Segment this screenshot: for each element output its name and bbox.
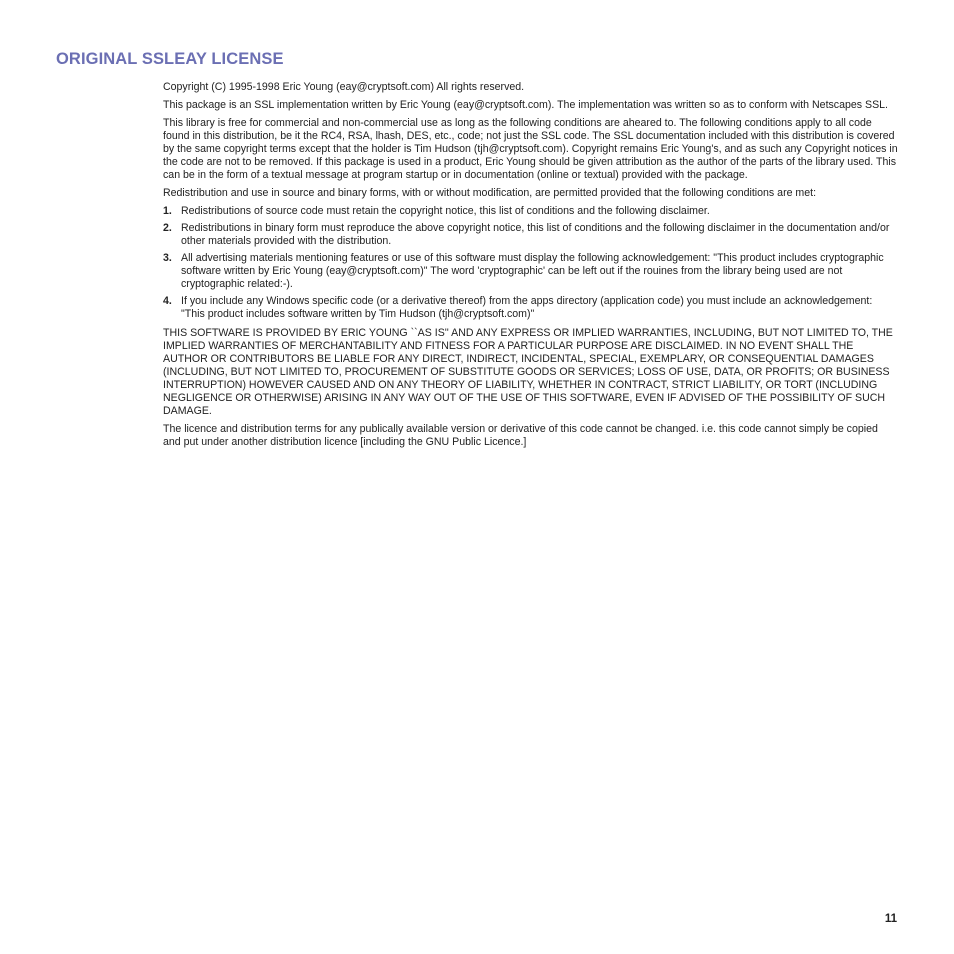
section-heading: ORIGINAL SSLEAY LICENSE <box>56 50 284 68</box>
redistribution-intro: Redistribution and use in source and binary forms, with or without modification, are permitted provided that the following conditions are met: <box>163 187 817 199</box>
condition-item <box>163 252 898 291</box>
copyright-notice: Copyright (C) 1995-1998 Eric Young (eay@cryptsoft.com) All rights reserved. <box>163 81 525 93</box>
condition-text: If you include any Windows specific code (or a derivative thereof) from the apps directory (application code) you must include an acknowledgement: "This product includes software written by Tim Hudson (tjh@cryptsoft.com)" <box>181 295 873 320</box>
condition-text: Redistributions of source code must retain the copyright notice, this list of conditions and the following disclaimer. <box>181 205 710 217</box>
condition-text: All advertising materials mentioning features or use of this software must display the following acknowledgement: "This product includes cryptographic software written by Eric Young (eay@cryptsoft.com)" The word 'cryptographic' can be left out if the rouines from the library being used are not cryptographic related:-). <box>181 252 884 290</box>
condition-number: 3. <box>163 252 172 264</box>
page-number: 11 <box>884 913 897 925</box>
closing-paragraph: The licence and distribution terms for any publically available version or derivative of this code cannot be changed. i.e. this code cannot simply be copied and put under another distribution licence [including the GNU Public Licence.] <box>163 423 878 448</box>
package-description: This package is an SSL implementation written by Eric Young (eay@cryptsoft.com). The implementation was written so as to conform with Netscapes SSL. <box>163 99 888 111</box>
condition-number: 2. <box>163 222 172 234</box>
usage-terms-paragraph: This library is free for commercial and non-commercial use as long as the following conditions are aheared to. The following conditions apply to all code found in this distribution, be it the RC4, RSA, lhash, DES, etc., code; not just the SSL code. The SSL documentation included with this distribution is covered by the same copyright terms except that the holder is Tim Hudson (tjh@cryptsoft.com). Copyright remains Eric Young's, and as such any Copyright notices in the code are not to be removed. If this package is used in a product, Eric Young should be given attribution as the author of the parts of the library used. This can be in the form of a textual message at program startup or in documentation (online or textual) provided with the package. <box>163 117 898 181</box>
condition-number: 4. <box>163 295 172 307</box>
condition-item <box>163 222 898 248</box>
condition-item <box>163 295 898 321</box>
condition-text: Redistributions in binary form must reproduce the above copyright notice, this list of conditions and the following disclaimer in the documentation and/or other materials provided with the distribution. <box>181 222 890 247</box>
condition-item <box>163 205 898 218</box>
warranty-disclaimer: THIS SOFTWARE IS PROVIDED BY ERIC YOUNG ``AS IS'' AND ANY EXPRESS OR IMPLIED WARRANTIES, INCLUDING, BUT NOT LIMITED TO, THE IMPLIED WARRANTIES OF MERCHANTABILITY AND FITNESS FOR A PARTICULAR PURPOSE ARE DISCLAIMED. IN NO EVENT SHALL THE AUTHOR OR CONTRIBUTORS BE LIABLE FOR ANY DIRECT, INDIRECT, INCIDENTAL, SPECIAL, EXEMPLARY, OR CONSEQUENTIAL DAMAGES (INCLUDING, BUT NOT LIMITED TO, PROCUREMENT OF SUBSTITUTE GOODS OR SERVICES; LOSS OF USE, DATA, OR PROFITS; OR BUSINESS INTERRUPTION) HOWEVER CAUSED AND ON ANY THEORY OF LIABILITY, WHETHER IN CONTRACT, STRICT LIABILITY, OR TORT (INCLUDING NEGLIGENCE OR OTHERWISE) ARISING IN ANY WAY OUT OF THE USE OF THIS SOFTWARE, EVEN IF ADVISED OF THE POSSIBILITY OF SUCH DAMAGE. <box>163 327 893 417</box>
license-body <box>163 81 898 454</box>
conditions-list <box>163 205 898 321</box>
condition-number: 1. <box>163 205 172 217</box>
